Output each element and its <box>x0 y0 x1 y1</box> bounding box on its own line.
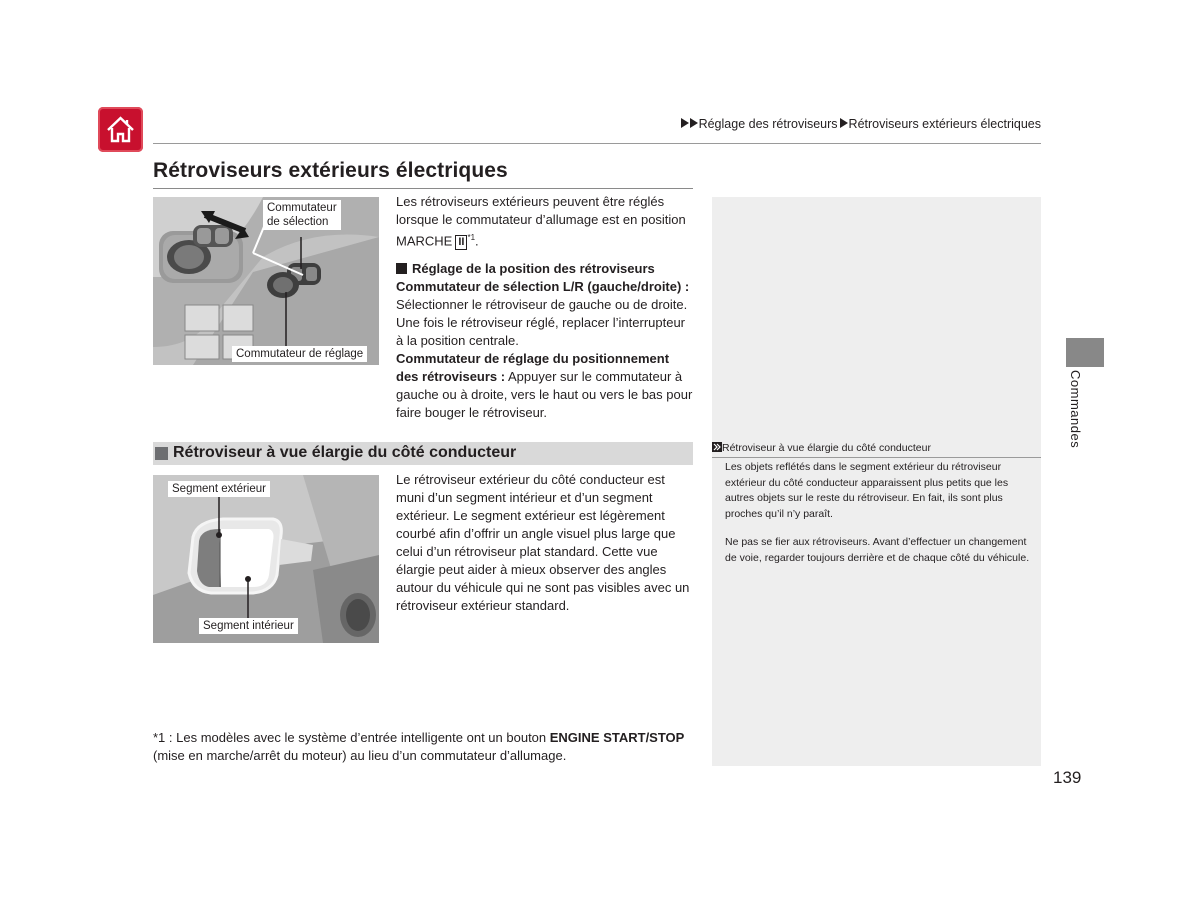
adjust-term: Commutateur de réglage du positionnement des rétroviseurs : <box>396 351 670 384</box>
page-title: Rétroviseurs extérieurs électriques <box>153 159 508 182</box>
footnote-ref: *1 <box>467 233 476 242</box>
sidebar-para-2: Ne pas se fier aux rétroviseurs. Avant d’effectuer un changement de voie, regarder toujours derrière et de chaque côté du véhicule. <box>725 536 1030 564</box>
breadcrumb <box>681 117 1041 131</box>
section-square-icon <box>155 447 168 460</box>
ignition-position-icon: II <box>455 235 467 250</box>
intro-end: . <box>475 233 479 249</box>
sidebar-divider <box>712 457 1041 458</box>
selector-term: Commutateur de sélection L/R (gauche/droite) : <box>396 279 690 294</box>
footnote-bold: ENGINE START/STOP <box>549 730 685 745</box>
mirror-switch-figure <box>153 197 379 365</box>
title-divider <box>153 188 693 189</box>
page-number: 139 <box>1053 768 1082 787</box>
selector-description: Sélectionner le rétroviseur de gauche ou de droite. Une fois le rétroviseur réglé, replacer l’interrupteur à la position centrale. <box>396 297 688 348</box>
sidebar-heading-text: Rétroviseur à vue élargie du côté conducteur <box>722 442 931 454</box>
adjust-heading <box>396 260 694 278</box>
footnote-suffix: (mise en marche/arrêt du moteur) au lieu d’un commutateur d’allumage. <box>153 748 567 763</box>
sidebar-heading <box>712 441 1041 455</box>
home-button[interactable] <box>98 107 143 152</box>
adjust-section <box>396 260 694 422</box>
breadcrumb-arrow-icon <box>681 118 689 128</box>
label-outer-segment: Segment extérieur <box>168 481 270 497</box>
breadcrumb-arrow-icon <box>690 118 698 128</box>
chapter-tab-label[interactable]: Commandes <box>1068 370 1083 449</box>
section-heading-bar <box>153 442 693 465</box>
adjust-description: Appuyer sur le commutateur à gauche ou à droite, vers le haut ou vers le bas pour faire bouger le rétroviseur. <box>396 369 693 420</box>
label-adjust-switch: Commutateur de réglage <box>232 346 367 362</box>
intro-paragraph <box>396 193 694 250</box>
footnote <box>153 729 698 765</box>
intro-text: Les rétroviseurs extérieurs peuvent être réglés lorsque le commutateur d’allumage est en position MARCHE <box>396 194 686 249</box>
breadcrumb-current: Rétroviseurs extérieurs électriques <box>848 117 1041 131</box>
wide-mirror-paragraph: Le rétroviseur extérieur du côté conducteur est muni d’un segment intérieur et d’un segment extérieur. Le segment extérieur est légèrement courbé afin d’offrir un angle visuel plus large que celui d’un rétroviseur plat standard. Cette vue élargie peut aider à mieux observer des angles autour du véhicule qui ne sont pas visibles avec un rétroviseur extérieur standard. <box>396 472 690 613</box>
footnote-prefix: *1 : Les modèles avec le système d’entrée intelligente ont un bouton <box>153 730 550 745</box>
adjust-heading-text: Réglage de la position des rétroviseurs <box>412 261 655 276</box>
label-inner-segment: Segment intérieur <box>199 618 298 634</box>
breadcrumb-link-mirror-adjust[interactable]: Réglage des rétroviseurs <box>698 117 838 131</box>
section-title: Rétroviseur à vue élargie du côté conducteur <box>173 444 517 461</box>
sidebar-para-1: Les objets reflétés dans le segment extérieur du rétroviseur extérieur du côté conducteur apparaissent plus petits que les autres objets sur le reste du rétroviseur. En fait, ils sont plus proches qu’il n’y paraît. <box>725 461 1009 520</box>
reference-arrow-icon <box>712 442 722 452</box>
home-icon <box>98 107 143 152</box>
breadcrumb-arrow-icon <box>840 118 848 128</box>
chapter-tab[interactable] <box>1066 338 1104 367</box>
square-bullet-icon <box>396 263 407 274</box>
label-selector-switch: Commutateur de sélection <box>263 200 341 230</box>
header-divider <box>153 143 1041 144</box>
wide-mirror-figure <box>153 475 379 643</box>
